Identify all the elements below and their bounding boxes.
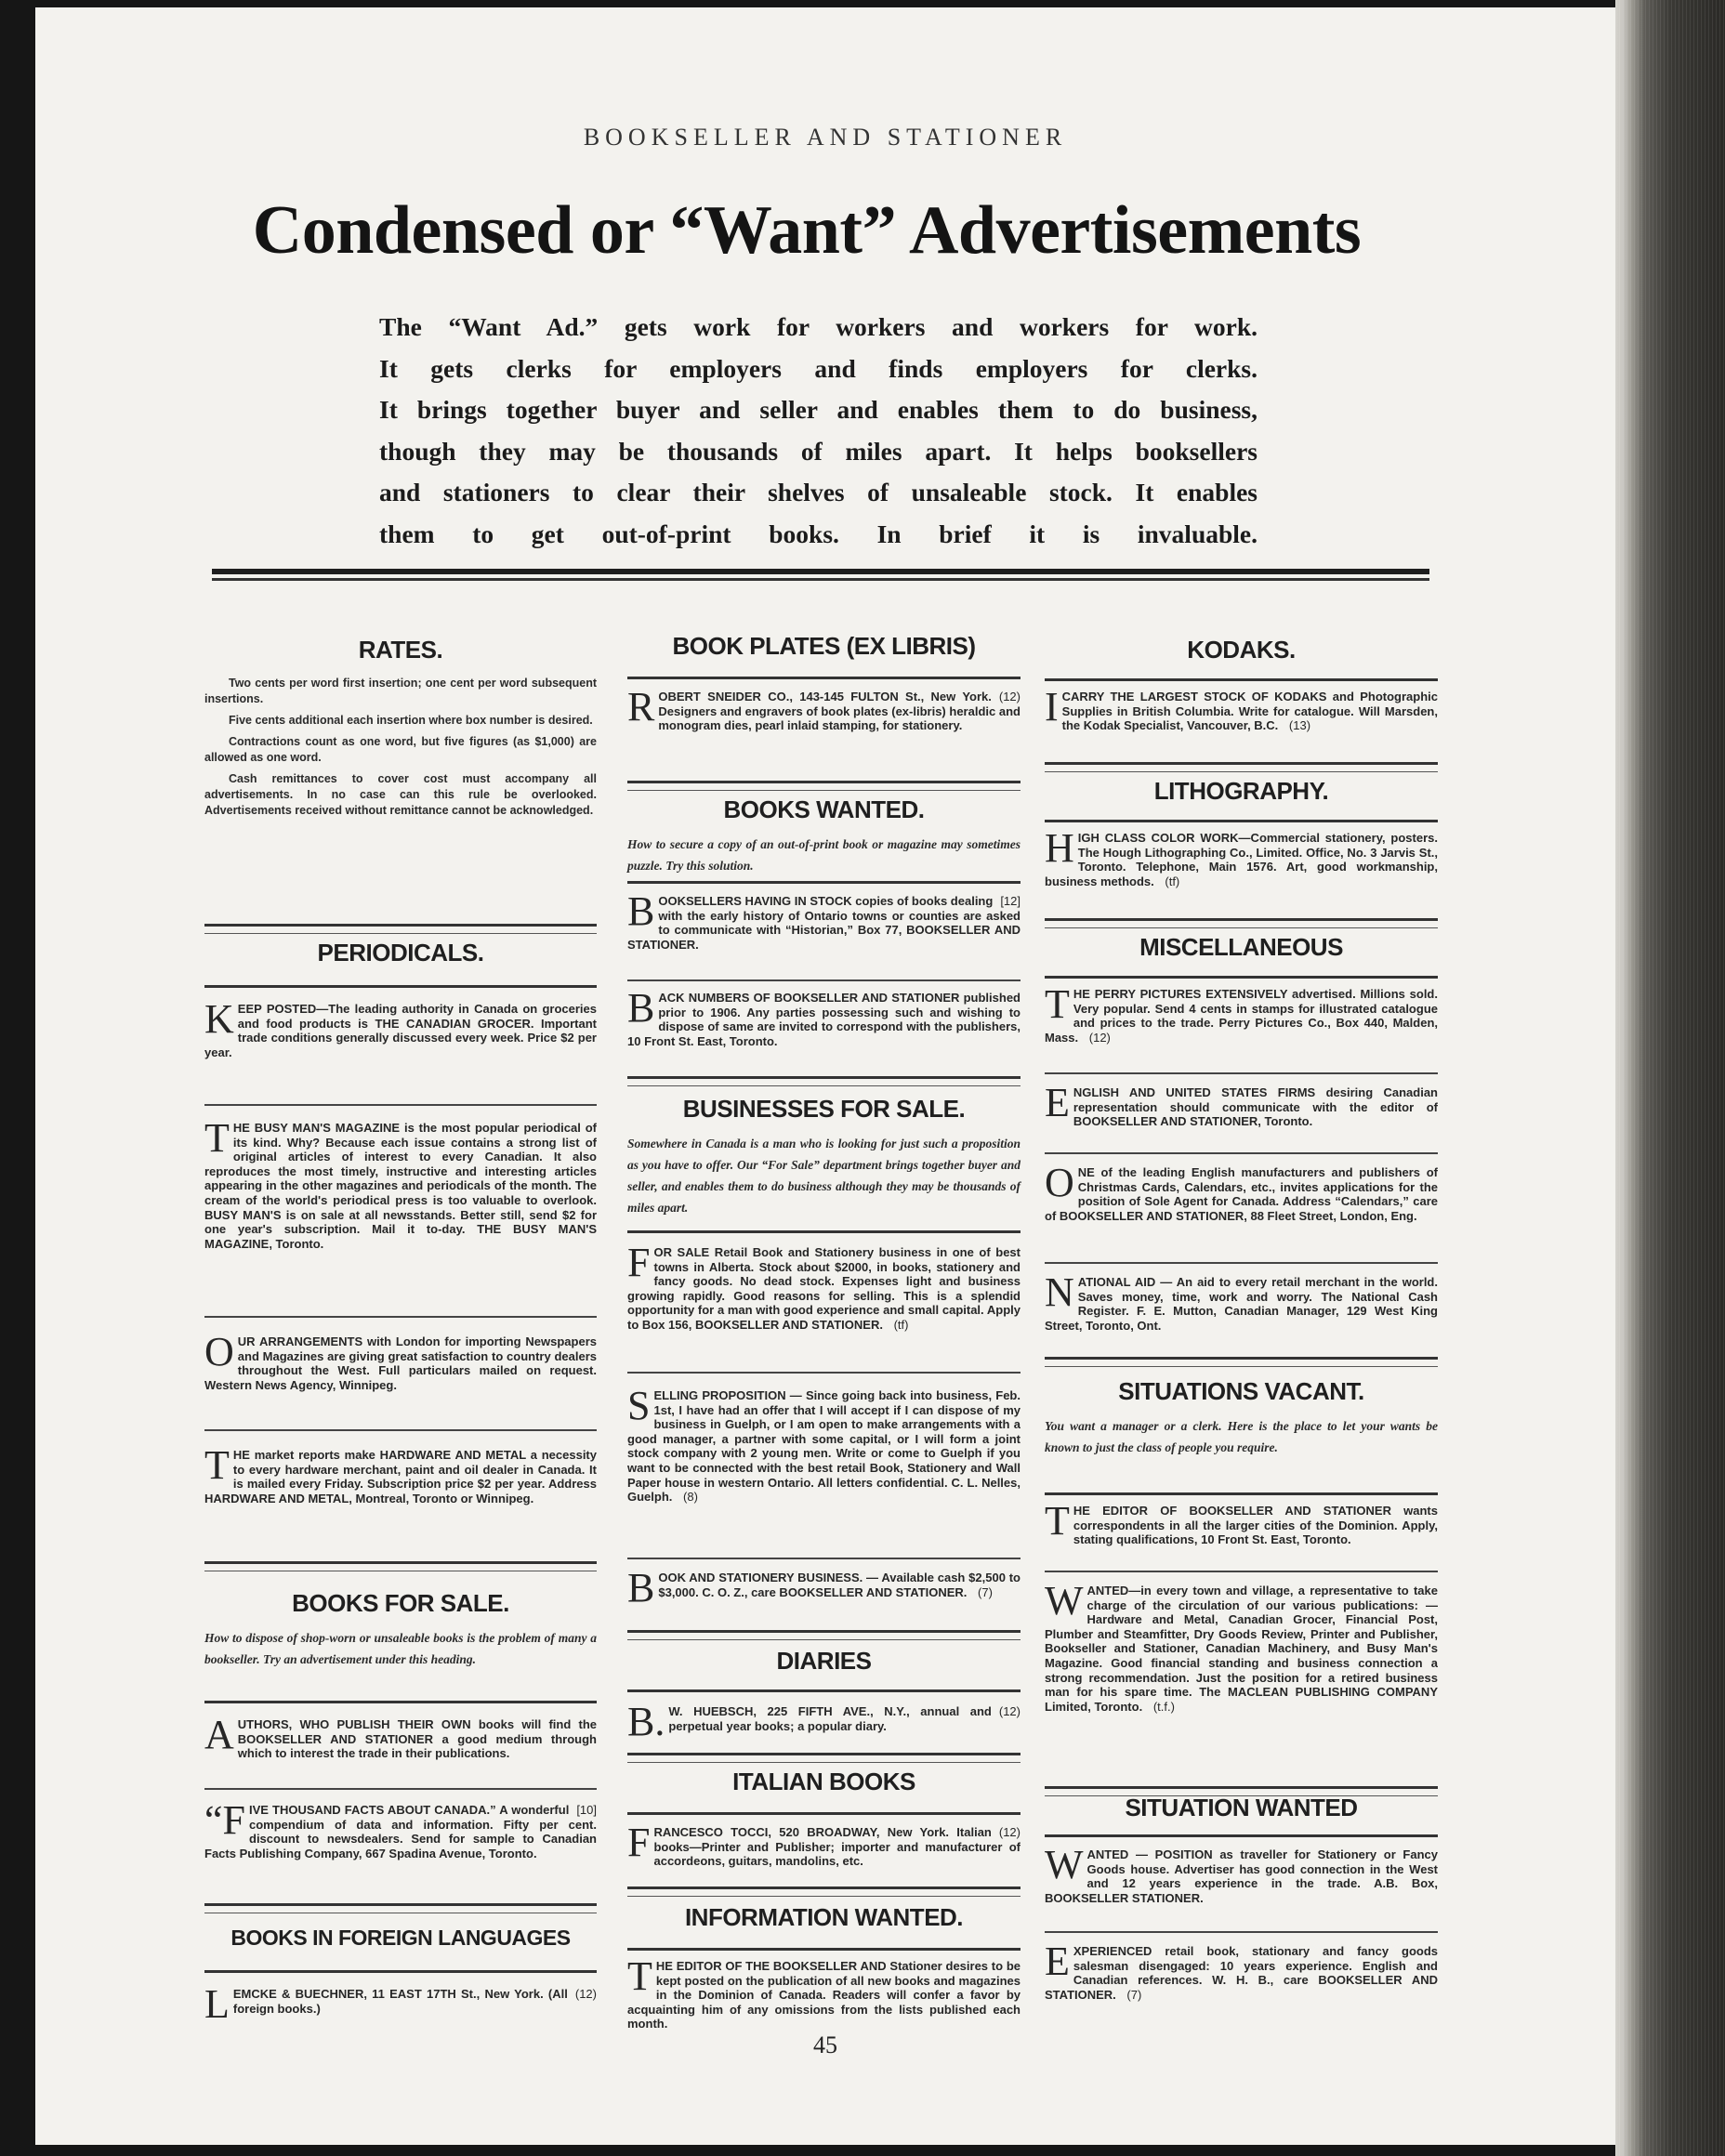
ad-code: (tf) bbox=[893, 1317, 909, 1332]
ad-text: NE of the leading English manufacturers and publishers of Christmas Cards, Calendars, etc., invites applications for the position of Sole Agent for Canada. Address “Calendars,” care of BOOKSELLER AND STATIONER, 88 Fleet Street, London, Eng. bbox=[1045, 1165, 1438, 1223]
ad-text: EMCKE & BUECHNER, 11 EAST 17TH St., New York. (All foreign books.) bbox=[232, 1987, 568, 2016]
section-heading: RATES. bbox=[358, 636, 443, 664]
ad-text: RANCESCO TOCCI, 520 BROADWAY, New York. Italian books—Printer and Publisher; importer and manufacturer of accordeons, guitars, mandolins, etc. bbox=[653, 1825, 1021, 1869]
classified-ad bbox=[627, 894, 1021, 952]
drop-cap: E bbox=[1045, 1944, 1070, 1984]
divider bbox=[1045, 762, 1438, 772]
drop-cap: R bbox=[627, 690, 655, 730]
drop-cap: A bbox=[204, 1717, 234, 1757]
divider bbox=[627, 1372, 1021, 1374]
intro-line: It brings together buyer and seller and enables them to do business, bbox=[379, 395, 1258, 424]
ad-text: HE EDITOR OF THE BOOKSELLER AND Stationer desires to be kept posted on the publication of all new books and magazines in the Dominion of Canada. Readers will confer a favor by acquainting him of any omissions from the lists published each month. bbox=[627, 1959, 1021, 2031]
classified-ad bbox=[1045, 1275, 1438, 1333]
drop-cap: B bbox=[627, 1571, 655, 1604]
classified-ad bbox=[204, 1987, 597, 2020]
intro-line: them to get out-of-print books. In brief it is invaluable. bbox=[379, 519, 1258, 548]
ad-text: CARRY THE LARGEST STOCK OF KODAKS and Photographic Supplies in British Columbia. Write for catalogue. Will Marsden, the Kodak Specialist, Vancouver, B.C. bbox=[1061, 690, 1438, 733]
drop-cap: N bbox=[1045, 1275, 1074, 1315]
drop-cap: L bbox=[204, 1987, 230, 2020]
section-heading: MISCELLANEOUS bbox=[1139, 933, 1343, 961]
classified-ad bbox=[627, 1388, 1021, 1505]
section-intro: You want a manager or a clerk. Here is the place to let your wants be known to just the class of people you require. bbox=[1045, 1419, 1438, 1454]
rates-paragraph: Two cents per word first insertion; one cent per word subsequent insertions. bbox=[204, 677, 597, 705]
classified-ad bbox=[204, 1002, 597, 1059]
section-intro: How to secure a copy of an out-of-print book or magazine may sometimes puzzle. Try this solution. bbox=[627, 837, 1021, 873]
divider bbox=[627, 1076, 1021, 1086]
rates-paragraph: Cash remittances to cover cost must accompany all advertisements. In no case can this rule be overlooked. Advertisements received without remittance cannot be acknowledged. bbox=[204, 772, 597, 817]
section-rates bbox=[204, 636, 597, 824]
section-heading: BOOKS WANTED. bbox=[723, 795, 925, 823]
ad-text: IGH CLASS COLOR WORK—Commercial stationery, posters. The Hough Lithographing Co., Limited. Office, No. 3 Jarvis St., Toronto. Telephone, Main 1576. Art, good workmanship, business methods. bbox=[1045, 831, 1438, 888]
classified-ad bbox=[1045, 1584, 1438, 1714]
classified-ad bbox=[204, 1121, 597, 1251]
classified-ad bbox=[204, 1717, 597, 1761]
divider bbox=[1045, 1571, 1438, 1572]
ad-code: [12] bbox=[1000, 894, 1021, 908]
divider bbox=[1045, 976, 1438, 979]
ad-text: ANTED—in every town and village, a representative to take charge of the circulation of our various publications: — Hardware and Metal, Canadian Grocer, Financial Post, Plumber and Steamfitter, Dry Goods Review, Printer and Publisher, Bookseller and Stationer, Canadian Machinery, and Busy Man's Magazine. Good financial standing and business connection a strong recommendation. Just the position for a retired business man for his spare time. The MACLEAN PUBLISHING COMPANY Limited, Toronto. bbox=[1045, 1584, 1438, 1714]
drop-cap: S bbox=[627, 1388, 651, 1428]
section-heading: BOOKS IN FOREIGN LANGUAGES bbox=[230, 1926, 571, 1950]
divider bbox=[204, 924, 597, 934]
ad-text: UTHORS, WHO PUBLISH THEIR OWN books will find the BOOKSELLER AND STATIONER a good medium through which to interest the trade in their publications. bbox=[237, 1717, 597, 1761]
drop-cap: T bbox=[627, 1959, 652, 1999]
ad-text: XPERIENCED retail book, stationary and fancy goods salesman disengaged: 10 years experience. English and Canadian references. W. H. B., care BOOKSELLER AND STATIONER. bbox=[1045, 1944, 1438, 2002]
rates-paragraph: Five cents additional each insertion where box number is desired. bbox=[229, 714, 593, 727]
running-head: BOOKSELLER AND STATIONER bbox=[583, 124, 1068, 151]
section-information-wanted bbox=[627, 1903, 1021, 1932]
ad-code: (8) bbox=[683, 1490, 698, 1505]
ad-code: [10] bbox=[576, 1803, 597, 1817]
classified-ad bbox=[627, 1825, 1021, 1869]
drop-cap: B bbox=[627, 991, 655, 1031]
ad-text: ACK NUMBERS OF BOOKSELLER AND STATIONER published prior to 1906. Any parties possessing such and wishing to dispose of same are invited to correspond with the publishers, 10 Front St. East, Toronto. bbox=[627, 991, 1021, 1048]
intro-paragraph bbox=[379, 307, 1258, 555]
classified-ad bbox=[1045, 1847, 1438, 1905]
divider bbox=[204, 1788, 597, 1790]
rates-text bbox=[204, 676, 597, 819]
classified-ad bbox=[1045, 1085, 1438, 1129]
ad-text: ATIONAL AID — An aid to every retail merchant in the world. Saves money, time, work and worry. The National Cash Register. F. E. Mutton, Canadian Manager, 129 West King Street, Toronto, Ont. bbox=[1045, 1275, 1438, 1333]
divider bbox=[1045, 1357, 1438, 1367]
section-italian-books bbox=[627, 1768, 1021, 1796]
classified-ad bbox=[627, 1959, 1021, 2031]
drop-cap: H bbox=[1045, 831, 1074, 871]
classified-ad bbox=[1045, 987, 1438, 1045]
divider bbox=[627, 1886, 1021, 1897]
section-foreign-books bbox=[204, 1926, 597, 1951]
section-businesses-for-sale bbox=[627, 1095, 1021, 1218]
classified-ad bbox=[1045, 690, 1438, 733]
ad-text: UR ARRANGEMENTS with London for importing Newspapers and Magazines are giving great satisfaction to country dealers throughout the West. Full particulars mailed on request. Western News Agency, Winnipeg. bbox=[204, 1334, 597, 1392]
section-heading: INFORMATION WANTED. bbox=[684, 1903, 964, 1931]
ad-text: ANTED — POSITION as traveller for Stationery or Fancy Goods house. Advertiser has good connection in the West and 12 years experience in the trade. A.B. Box, BOOKSELLER STATIONER. bbox=[1045, 1847, 1438, 1905]
divider bbox=[204, 1561, 597, 1571]
ad-text: IVE THOUSAND FACTS ABOUT CANADA.” A wonderful compendium of data and information. Fifty per cent. discount to newsdealers. Send for sample to Canadian Facts Publishing Company, 667 Spadina Avenue, Toronto. bbox=[204, 1803, 597, 1860]
ad-text: HE market reports make HARDWARE AND METAL a necessity to every hardware merchant, paint and oil dealer in Canada. It is mailed every Friday. Subscription price $2 per year. Address HARDWARE AND METAL, Montreal, Toronto or Winnipeg. bbox=[204, 1448, 597, 1505]
section-heading: BOOKS FOR SALE. bbox=[292, 1589, 509, 1617]
intro-line: It gets clerks for employers and finds employers for clerks. bbox=[379, 353, 1258, 383]
section-situations-vacant bbox=[1045, 1377, 1438, 1458]
divider bbox=[1045, 1492, 1438, 1495]
ad-code: (7) bbox=[1126, 1987, 1142, 2002]
divider bbox=[627, 1558, 1021, 1559]
ad-text: NGLISH AND UNITED STATES FIRMS desiring Canadian representation should communicate with the editor of BOOKSELLER AND STATIONER, Toronto. bbox=[1073, 1085, 1438, 1129]
drop-cap: “F bbox=[204, 1803, 245, 1843]
classified-ad bbox=[1045, 1504, 1438, 1547]
classified-ad bbox=[627, 690, 1021, 733]
section-heading: ITALIAN BOOKS bbox=[732, 1768, 915, 1795]
ad-code: (tf) bbox=[1165, 874, 1180, 888]
ad-code: (7) bbox=[978, 1584, 993, 1599]
header-rule bbox=[212, 569, 1429, 582]
divider bbox=[1045, 918, 1438, 928]
divider bbox=[204, 985, 597, 988]
drop-cap: W bbox=[1045, 1584, 1084, 1624]
divider bbox=[1045, 678, 1438, 681]
drop-cap: F bbox=[627, 1245, 651, 1285]
ad-text: W. HUEBSCH, 225 FIFTH AVE., N.Y., annual and perpetual year books; a popular diary. bbox=[668, 1704, 992, 1733]
divider bbox=[204, 1701, 597, 1703]
divider bbox=[204, 1316, 597, 1318]
classified-ad bbox=[627, 991, 1021, 1048]
page-number: 45 bbox=[813, 2031, 837, 2058]
section-heading: BOOK PLATES (EX LIBRIS) bbox=[672, 632, 976, 660]
drop-cap: E bbox=[1045, 1085, 1070, 1125]
divider bbox=[627, 1230, 1021, 1233]
section-heading: KODAKS. bbox=[1187, 636, 1296, 664]
divider bbox=[1045, 1072, 1438, 1074]
classified-ad bbox=[204, 1334, 597, 1392]
ad-text: HE PERRY PICTURES EXTENSIVELY advertised. Millions sold. Very popular. Send 4 cents in stamps for illustrated catalogue and prices to the trade. Perry Pictures Co., Box 440, Malden, Mass. bbox=[1045, 987, 1438, 1045]
divider bbox=[627, 979, 1021, 981]
section-lithography bbox=[1045, 777, 1438, 806]
section-intro: How to dispose of shop-worn or unsaleable books is the problem of many a bookseller. Try an advertisement under this heading. bbox=[204, 1631, 597, 1666]
magazine-page bbox=[35, 7, 1615, 2145]
book-page-edges bbox=[1615, 0, 1725, 2156]
divider bbox=[627, 1630, 1021, 1640]
divider bbox=[627, 881, 1021, 884]
divider bbox=[1045, 1931, 1438, 1933]
divider bbox=[204, 1903, 597, 1913]
ad-text: HE BUSY MAN'S MAGAZINE is the most popular periodical of its kind. Why? Because each issue contains a strong list of original articles of interest to every Canadian. It also reproduces the most timely, instructive and interesting articles appearing in the other magazines and periodicals of the month. The cream of the world's periodical press is too valuable to overlook. BUSY MAN'S is on sale at all newsstands. Better still, send $2 for one year's subscription. Mail it to-day. THE BUSY MAN'S MAGAZINE, Toronto. bbox=[204, 1121, 597, 1251]
ad-text: OR SALE Retail Book and Stationery business in one of best towns in Alberta. Stock about $2000, in books, stationery and fancy goods. No dead stock. Expenses light and business growing rapidly. Good reasons for selling. This is a splendid opportunity for a man with good experience and small capital. Apply to Box 156, BOOKSELLER AND STATIONER. bbox=[627, 1245, 1021, 1332]
ad-code: (12) bbox=[574, 1987, 597, 2001]
ad-text: ELLING PROPOSITION — Since going back into business, Feb. 1st, I have had an offer that I will accept if I can dispose of my business in Guelph, or I am open to make arrangements with a good manager, a partner with some capital, or I will form a joint stock company with 2 young men. Write or come to Guelph if you want to be connected with the best retail Book, Stationery and Wall Paper house in western Ontario. All letters confidential. C. L. Nelles, Guelph. bbox=[627, 1388, 1021, 1505]
divider bbox=[1045, 820, 1438, 822]
drop-cap: O bbox=[204, 1334, 234, 1374]
divider bbox=[627, 781, 1021, 791]
drop-cap: T bbox=[1045, 987, 1070, 1027]
intro-line: The “Want Ad.” gets work for workers and workers for work. bbox=[379, 312, 1258, 341]
section-heading: PERIODICALS. bbox=[317, 939, 484, 966]
divider bbox=[204, 1429, 597, 1431]
classified-ad bbox=[1045, 831, 1438, 888]
divider bbox=[204, 1970, 597, 1973]
section-book-plates bbox=[627, 632, 1021, 661]
section-heading: LITHOGRAPHY. bbox=[1153, 777, 1329, 805]
drop-cap: I bbox=[1045, 690, 1059, 730]
divider bbox=[1045, 1834, 1438, 1837]
drop-cap: K bbox=[204, 1002, 234, 1042]
drop-cap: B bbox=[627, 894, 655, 934]
classified-ad bbox=[204, 1803, 597, 1860]
drop-cap: T bbox=[204, 1448, 230, 1488]
divider bbox=[627, 1689, 1021, 1692]
section-diaries bbox=[627, 1647, 1021, 1676]
section-kodaks bbox=[1045, 636, 1438, 664]
section-books-wanted bbox=[627, 795, 1021, 876]
ad-code: (12) bbox=[998, 1704, 1021, 1718]
divider bbox=[627, 1753, 1021, 1763]
page-title: Condensed or “Want” Advertisements bbox=[252, 192, 1362, 269]
classified-ad bbox=[1045, 1944, 1438, 2002]
ad-code: (13) bbox=[1288, 718, 1311, 733]
classified-ad bbox=[204, 1448, 597, 1505]
ad-code: (12) bbox=[998, 690, 1021, 703]
drop-cap: T bbox=[1045, 1504, 1070, 1544]
ad-text: OOK AND STATIONERY BUSINESS. — Available cash $2,500 to $3,000. C. O. Z., care BOOKSELLER AND STATIONER. bbox=[658, 1571, 1021, 1599]
divider bbox=[627, 677, 1021, 679]
section-situation-wanted bbox=[1045, 1794, 1438, 1822]
classified-ad bbox=[627, 1245, 1021, 1333]
ad-text: OOKSELLERS HAVING IN STOCK copies of books dealing with the early history of Ontario towns or counties are asked to communicate with “Historian,” Box 77, BOOKSELLER AND STATIONER. bbox=[627, 894, 1021, 952]
section-periodicals bbox=[204, 939, 597, 967]
section-books-for-sale bbox=[204, 1589, 597, 1670]
intro-line: though they may be thousands of miles apart. It helps booksellers bbox=[379, 436, 1258, 466]
section-miscellaneous bbox=[1045, 933, 1438, 962]
rates-paragraph: Contractions count as one word, but five figures (as $1,000) are allowed as one word. bbox=[204, 735, 597, 764]
classified-ad bbox=[627, 1704, 1021, 1738]
intro-line: and stationers to clear their shelves of unsaleable stock. It enables bbox=[379, 478, 1258, 506]
section-heading: SITUATIONS VACANT. bbox=[1118, 1377, 1364, 1405]
drop-cap: W bbox=[1045, 1847, 1084, 1887]
section-intro: Somewhere in Canada is a man who is looking for just such a proposition as you have to offer. Our “For Sale” department brings together buyer and seller, and enables them to do business although they may be thousands of miles apart. bbox=[627, 1137, 1021, 1215]
drop-cap: F bbox=[627, 1825, 651, 1865]
ad-text: OBERT SNEIDER CO., 143-145 FULTON St., New York. Designers and engravers of book plates (ex-libris) heraldic and monogram dies, pearl inlaid stamping, for stationery. bbox=[658, 690, 1021, 733]
ad-code: (12) bbox=[998, 1825, 1021, 1839]
drop-cap: T bbox=[204, 1121, 230, 1161]
divider bbox=[204, 1104, 597, 1106]
ad-code: (t.f.) bbox=[1152, 1699, 1175, 1714]
drop-cap: O bbox=[1045, 1165, 1074, 1205]
classified-ad bbox=[1045, 1165, 1438, 1223]
ad-code: (12) bbox=[1088, 1030, 1111, 1045]
divider bbox=[627, 1948, 1021, 1951]
divider bbox=[627, 1812, 1021, 1815]
section-heading: DIARIES bbox=[776, 1647, 872, 1675]
classified-ad bbox=[627, 1571, 1021, 1604]
drop-cap: B. bbox=[627, 1704, 665, 1738]
divider bbox=[1045, 1152, 1438, 1154]
divider bbox=[1045, 1262, 1438, 1264]
ad-text: HE EDITOR OF BOOKSELLER AND STATIONER wants correspondents in all the larger cities of the Dominion. Apply, stating qualifications, 10 Front St. East, Toronto. bbox=[1073, 1504, 1438, 1547]
section-heading: BUSINESSES FOR SALE. bbox=[682, 1095, 966, 1123]
section-heading: SITUATION WANTED bbox=[1125, 1794, 1358, 1821]
ad-text: EEP POSTED—The leading authority in Canada on groceries and food products is THE CANADIAN GROCER. Important trade conditions generally discussed every week. Price $2 per year. bbox=[204, 1002, 597, 1059]
